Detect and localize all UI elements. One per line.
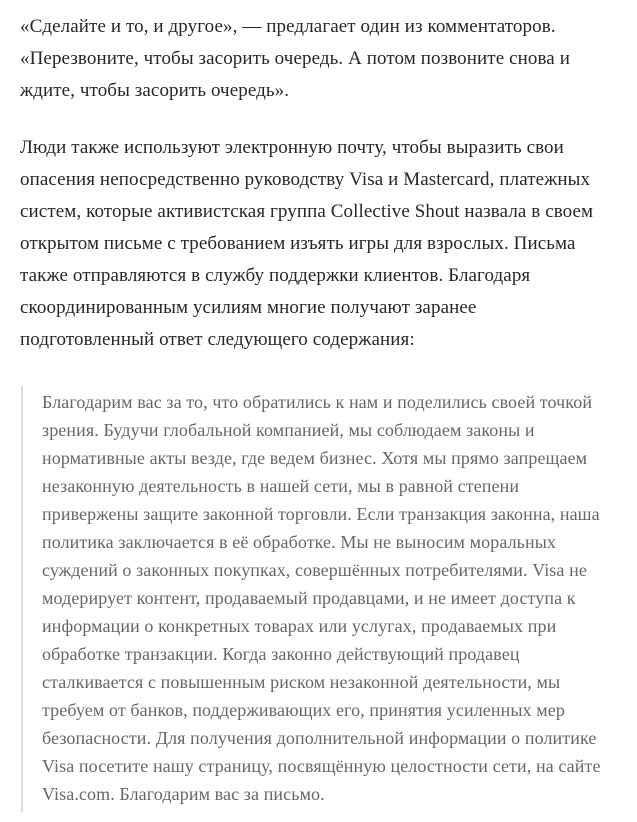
paragraph-commenter-quote: «Сделайте и то, и другое», — предлагает один из комментаторов. «Перезвоните, чтобы засорить очередь. А потом позвоните снова и ждите, чтобы засорить очередь». — [20, 16, 570, 101]
support-reply-text: Благодарим вас за то, что обратились к нам и поделились своей точкой зрения. Будучи глобальной компанией, мы соблюдаем законы и нормативные акты везде, где ведем бизнес. Хотя мы прямо запрещаем незаконную деятельность в нашей сети, мы в равной степени привержены защите законной торговли. Если транзакция законна, наша политика заключается в её обработке. Мы не выносим моральных суждений о законных покупках, совершённых потребителями. Visa не модерирует контент, продаваемый продавцами, и не имеет доступа к информации о конкретных товарах или услугах, продаваемых при обработке транзакции. Когда законно действующий продавец сталкивается с повышенным риском незаконной деятельности, мы требуем от банков, поддерживающих его, принятия усиленных мер безопасности. Для получения дополнительной информации о политике Visa посетите нашу страницу, посвящённую целостности сети, на сайте Visa.com. Благодарим вас за письмо. — [42, 392, 601, 804]
paragraph-email-campaign: Люди также используют электронную почту, чтобы выразить свои опасения непосредственно руководству Visa и Mastercard, платежных систем, которые активистская группа Collective Shout назвала в своем открытом письме с требованием изъять игры для взрослых. Письма также отправляются в службу поддержки клиентов. Благодаря скоординированным усилиям многие получают заранее подготовленный ответ следующего содержания: — [20, 137, 594, 350]
support-reply-blockquote — [21, 386, 619, 812]
